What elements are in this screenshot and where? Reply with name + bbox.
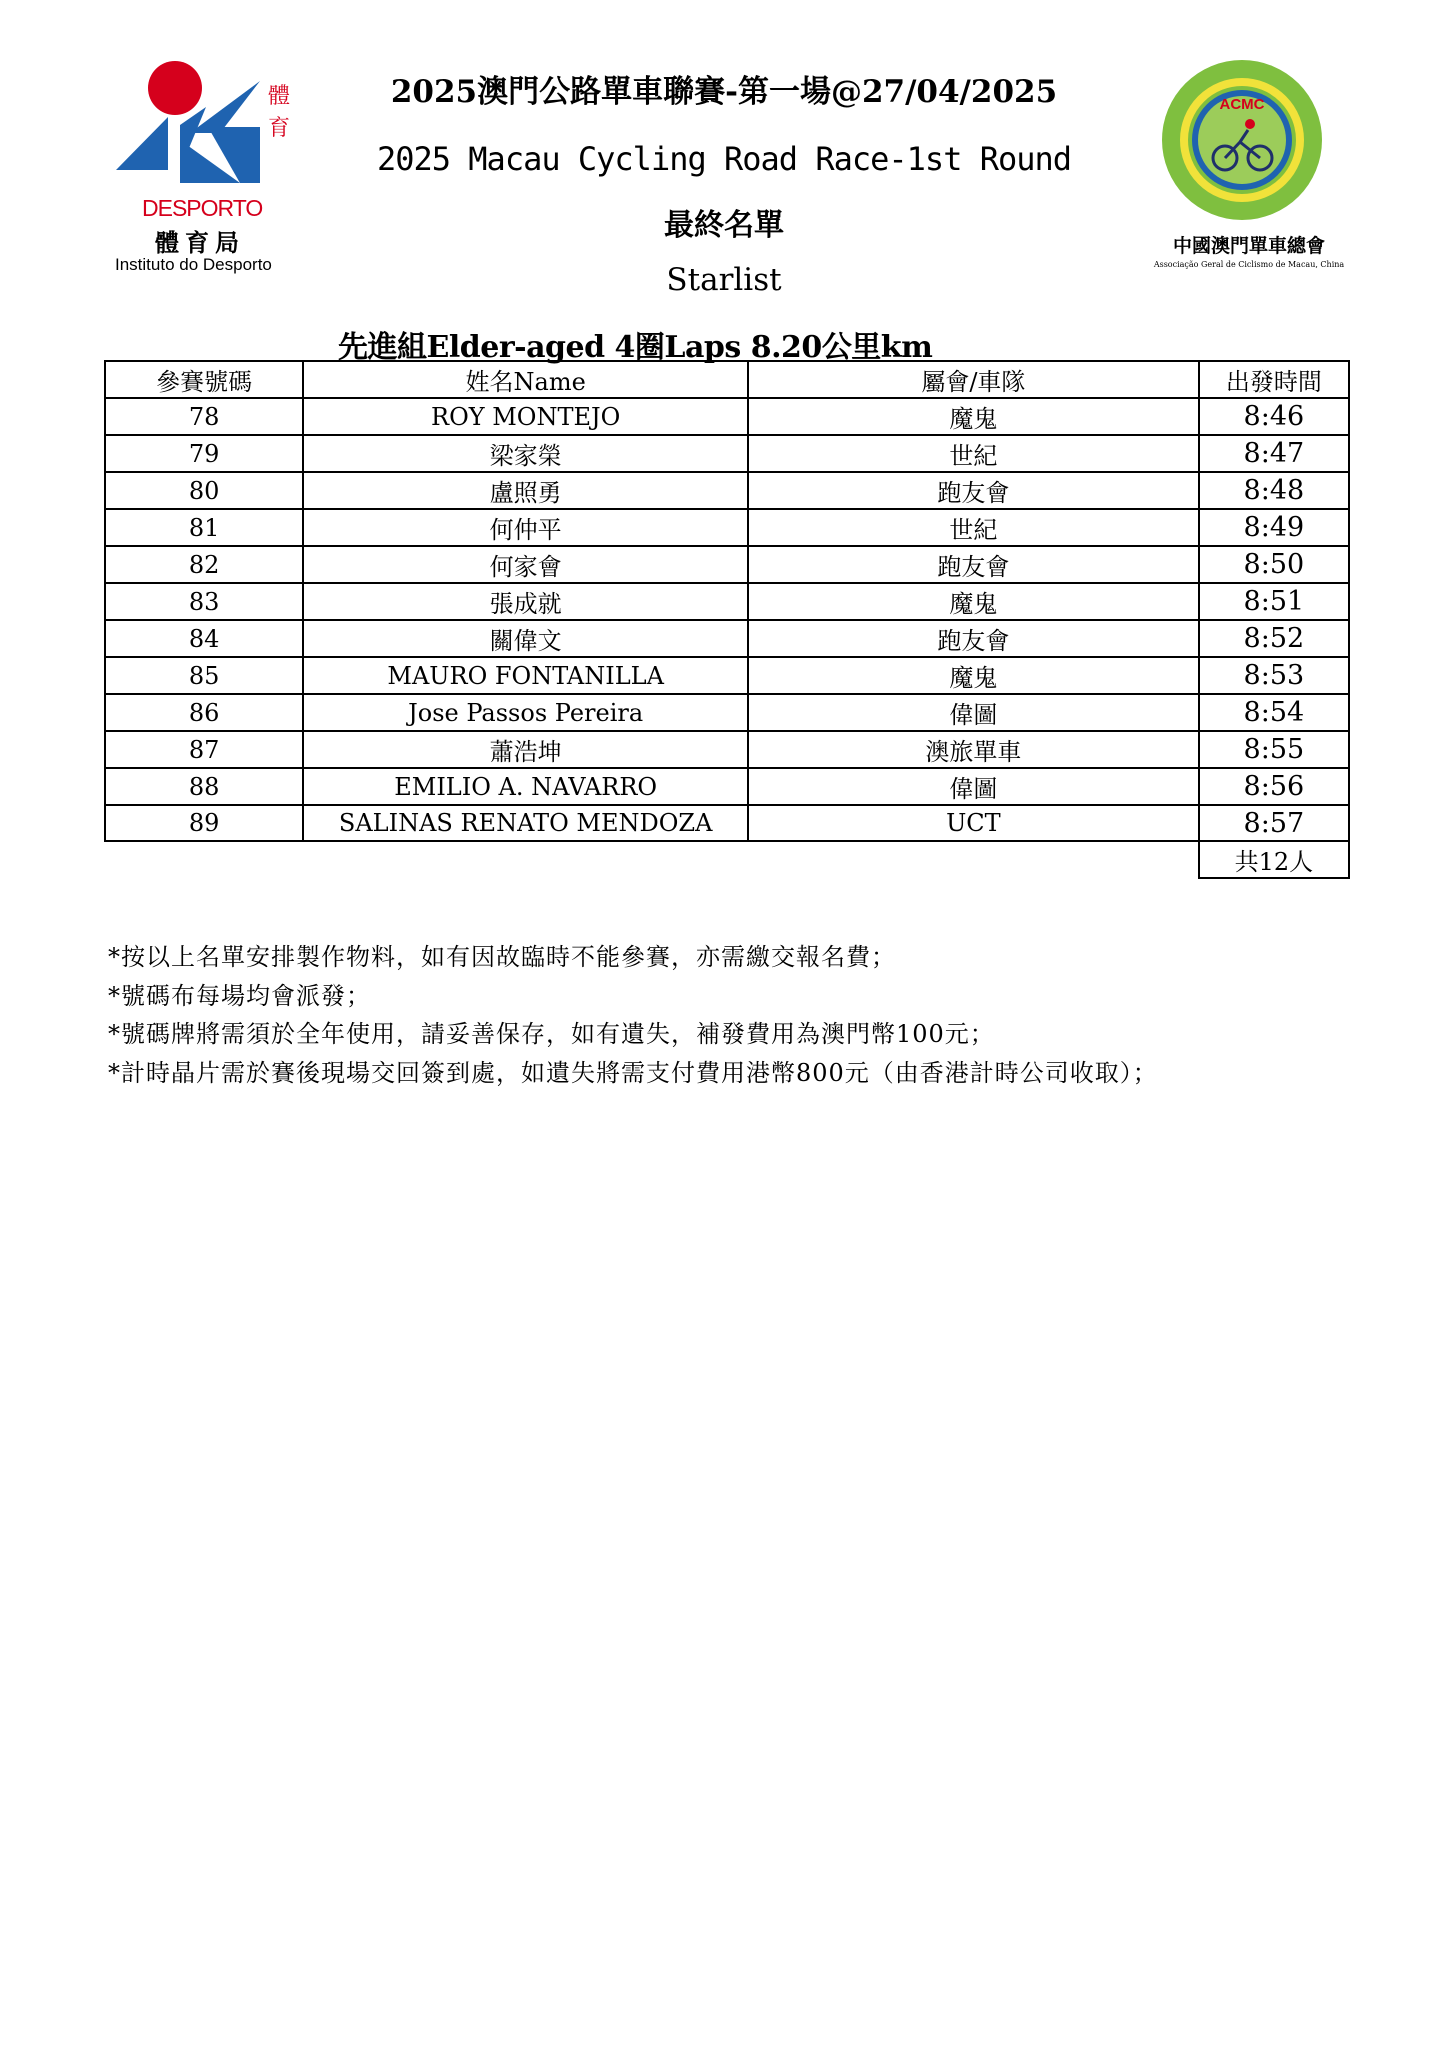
- rider-team: 跑友會: [748, 620, 1199, 657]
- rider-team: UCT: [748, 805, 1199, 841]
- note-2: *號碼布每場均會派發；: [108, 981, 371, 1010]
- acmc-logo: [1150, 58, 1350, 278]
- rider-number: 81: [105, 509, 303, 546]
- title-zh: 2025澳門公路單車聯賽-第一場@27/04/2025: [390, 74, 1058, 110]
- rider-name: Jose Passos Pereira: [303, 694, 748, 731]
- logo-char-2: 育: [268, 116, 291, 141]
- rider-number: 87: [105, 731, 303, 768]
- list-title-zh: 最終名單: [664, 208, 784, 243]
- col-header-number: 參賽號碼: [105, 361, 303, 398]
- total-row: [105, 841, 1349, 878]
- start-time: 8:49: [1199, 509, 1349, 546]
- table-row: [105, 435, 1349, 472]
- rider-name: 蕭浩坤: [303, 731, 748, 768]
- table-header-row: [105, 361, 1349, 398]
- rider-number: 84: [105, 620, 303, 657]
- startlist-table: [104, 360, 1350, 879]
- notes: [108, 938, 1158, 1092]
- acmc-name-zh: 中國澳門單車總會: [1172, 235, 1325, 257]
- col-header-start-time: 出發時間: [1199, 361, 1349, 398]
- start-time: 8:47: [1199, 435, 1349, 472]
- logo-char-1: 體: [268, 84, 291, 109]
- table-row: [105, 657, 1349, 694]
- rider-name: 何仲平: [303, 509, 748, 546]
- rider-team: 魔鬼: [748, 657, 1199, 694]
- table-row: [105, 583, 1349, 620]
- acmc-name-pt: Associação Geral de Ciclismo de Macau, China: [1153, 260, 1345, 269]
- rider-team: 跑友會: [748, 472, 1199, 509]
- start-time: 8:46: [1199, 398, 1349, 435]
- rider-number: 85: [105, 657, 303, 694]
- logo-desporto-text: DESPORTO: [142, 195, 263, 221]
- table-row: [105, 472, 1349, 509]
- rider-team: 世紀: [748, 509, 1199, 546]
- rider-name: MAURO FONTANILLA: [303, 657, 748, 694]
- total-spacer: [105, 841, 1199, 878]
- start-time: 8:55: [1199, 731, 1349, 768]
- rider-name: 梁家榮: [303, 435, 748, 472]
- start-time: 8:53: [1199, 657, 1349, 694]
- rider-name: 盧照勇: [303, 472, 748, 509]
- total-count: 共12人: [1199, 841, 1349, 878]
- acmc-emblem-icon: [1150, 58, 1340, 228]
- logo-name-pt: Instituto do Desporto: [115, 255, 272, 274]
- col-header-name: 姓名Name: [303, 361, 748, 398]
- start-time: 8:57: [1199, 805, 1349, 841]
- rider-team: 偉圖: [748, 694, 1199, 731]
- rider-number: 80: [105, 472, 303, 509]
- table-row: [105, 509, 1349, 546]
- category-heading: 先進組Elder-aged 4圈Laps 8.20公里km: [338, 330, 933, 365]
- rider-number: 82: [105, 546, 303, 583]
- table-row: [105, 694, 1349, 731]
- table-body: [105, 398, 1349, 841]
- title-en: 2025 Macau Cycling Road Race-1st Round: [376, 140, 1072, 178]
- rider-name: ROY MONTEJO: [303, 398, 748, 435]
- start-time: 8:52: [1199, 620, 1349, 657]
- start-time: 8:48: [1199, 472, 1349, 509]
- rider-team: 魔鬼: [748, 583, 1199, 620]
- table-row: [105, 768, 1349, 805]
- acmc-badge-text: ACMC: [1219, 96, 1265, 113]
- table-row: [105, 805, 1349, 841]
- rider-team: 跑友會: [748, 546, 1199, 583]
- table-row: [105, 620, 1349, 657]
- table-row: [105, 731, 1349, 768]
- note-4: *計時晶片需於賽後現場交回簽到處，如遺失將需支付費用港幣800元（由香港計時公司收取）；: [108, 1058, 1158, 1087]
- rider-number: 83: [105, 583, 303, 620]
- rider-number: 89: [105, 805, 303, 841]
- rider-team: 魔鬼: [748, 398, 1199, 435]
- rider-name: SALINAS RENATO MENDOZA: [303, 805, 748, 841]
- logo-name-zh: 體育局: [155, 229, 245, 257]
- list-title-en: Starlist: [666, 262, 782, 298]
- start-time: 8:51: [1199, 583, 1349, 620]
- table-row: [105, 546, 1349, 583]
- rider-number: 78: [105, 398, 303, 435]
- rider-name: 關偉文: [303, 620, 748, 657]
- note-1: *按以上名單安排製作物料，如有因故臨時不能參賽，亦需繳交報名費；: [108, 943, 896, 971]
- rider-name: 何家會: [303, 546, 748, 583]
- rider-name: 張成就: [303, 583, 748, 620]
- col-header-team: 屬會/車隊: [748, 361, 1199, 398]
- rider-team: 偉圖: [748, 768, 1199, 805]
- rider-team: 澳旅單車: [748, 731, 1199, 768]
- rider-name: EMILIO A. NAVARRO: [303, 768, 748, 805]
- rider-number: 79: [105, 435, 303, 472]
- start-time: 8:54: [1199, 694, 1349, 731]
- rider-team: 世紀: [748, 435, 1199, 472]
- rider-number: 88: [105, 768, 303, 805]
- table-row: [105, 398, 1349, 435]
- start-time: 8:56: [1199, 768, 1349, 805]
- note-3: *號碼牌將需須於全年使用，請妥善保存，如有遺失，補發費用為澳門幣100元；: [108, 1020, 995, 1048]
- start-time: 8:50: [1199, 546, 1349, 583]
- rider-number: 86: [105, 694, 303, 731]
